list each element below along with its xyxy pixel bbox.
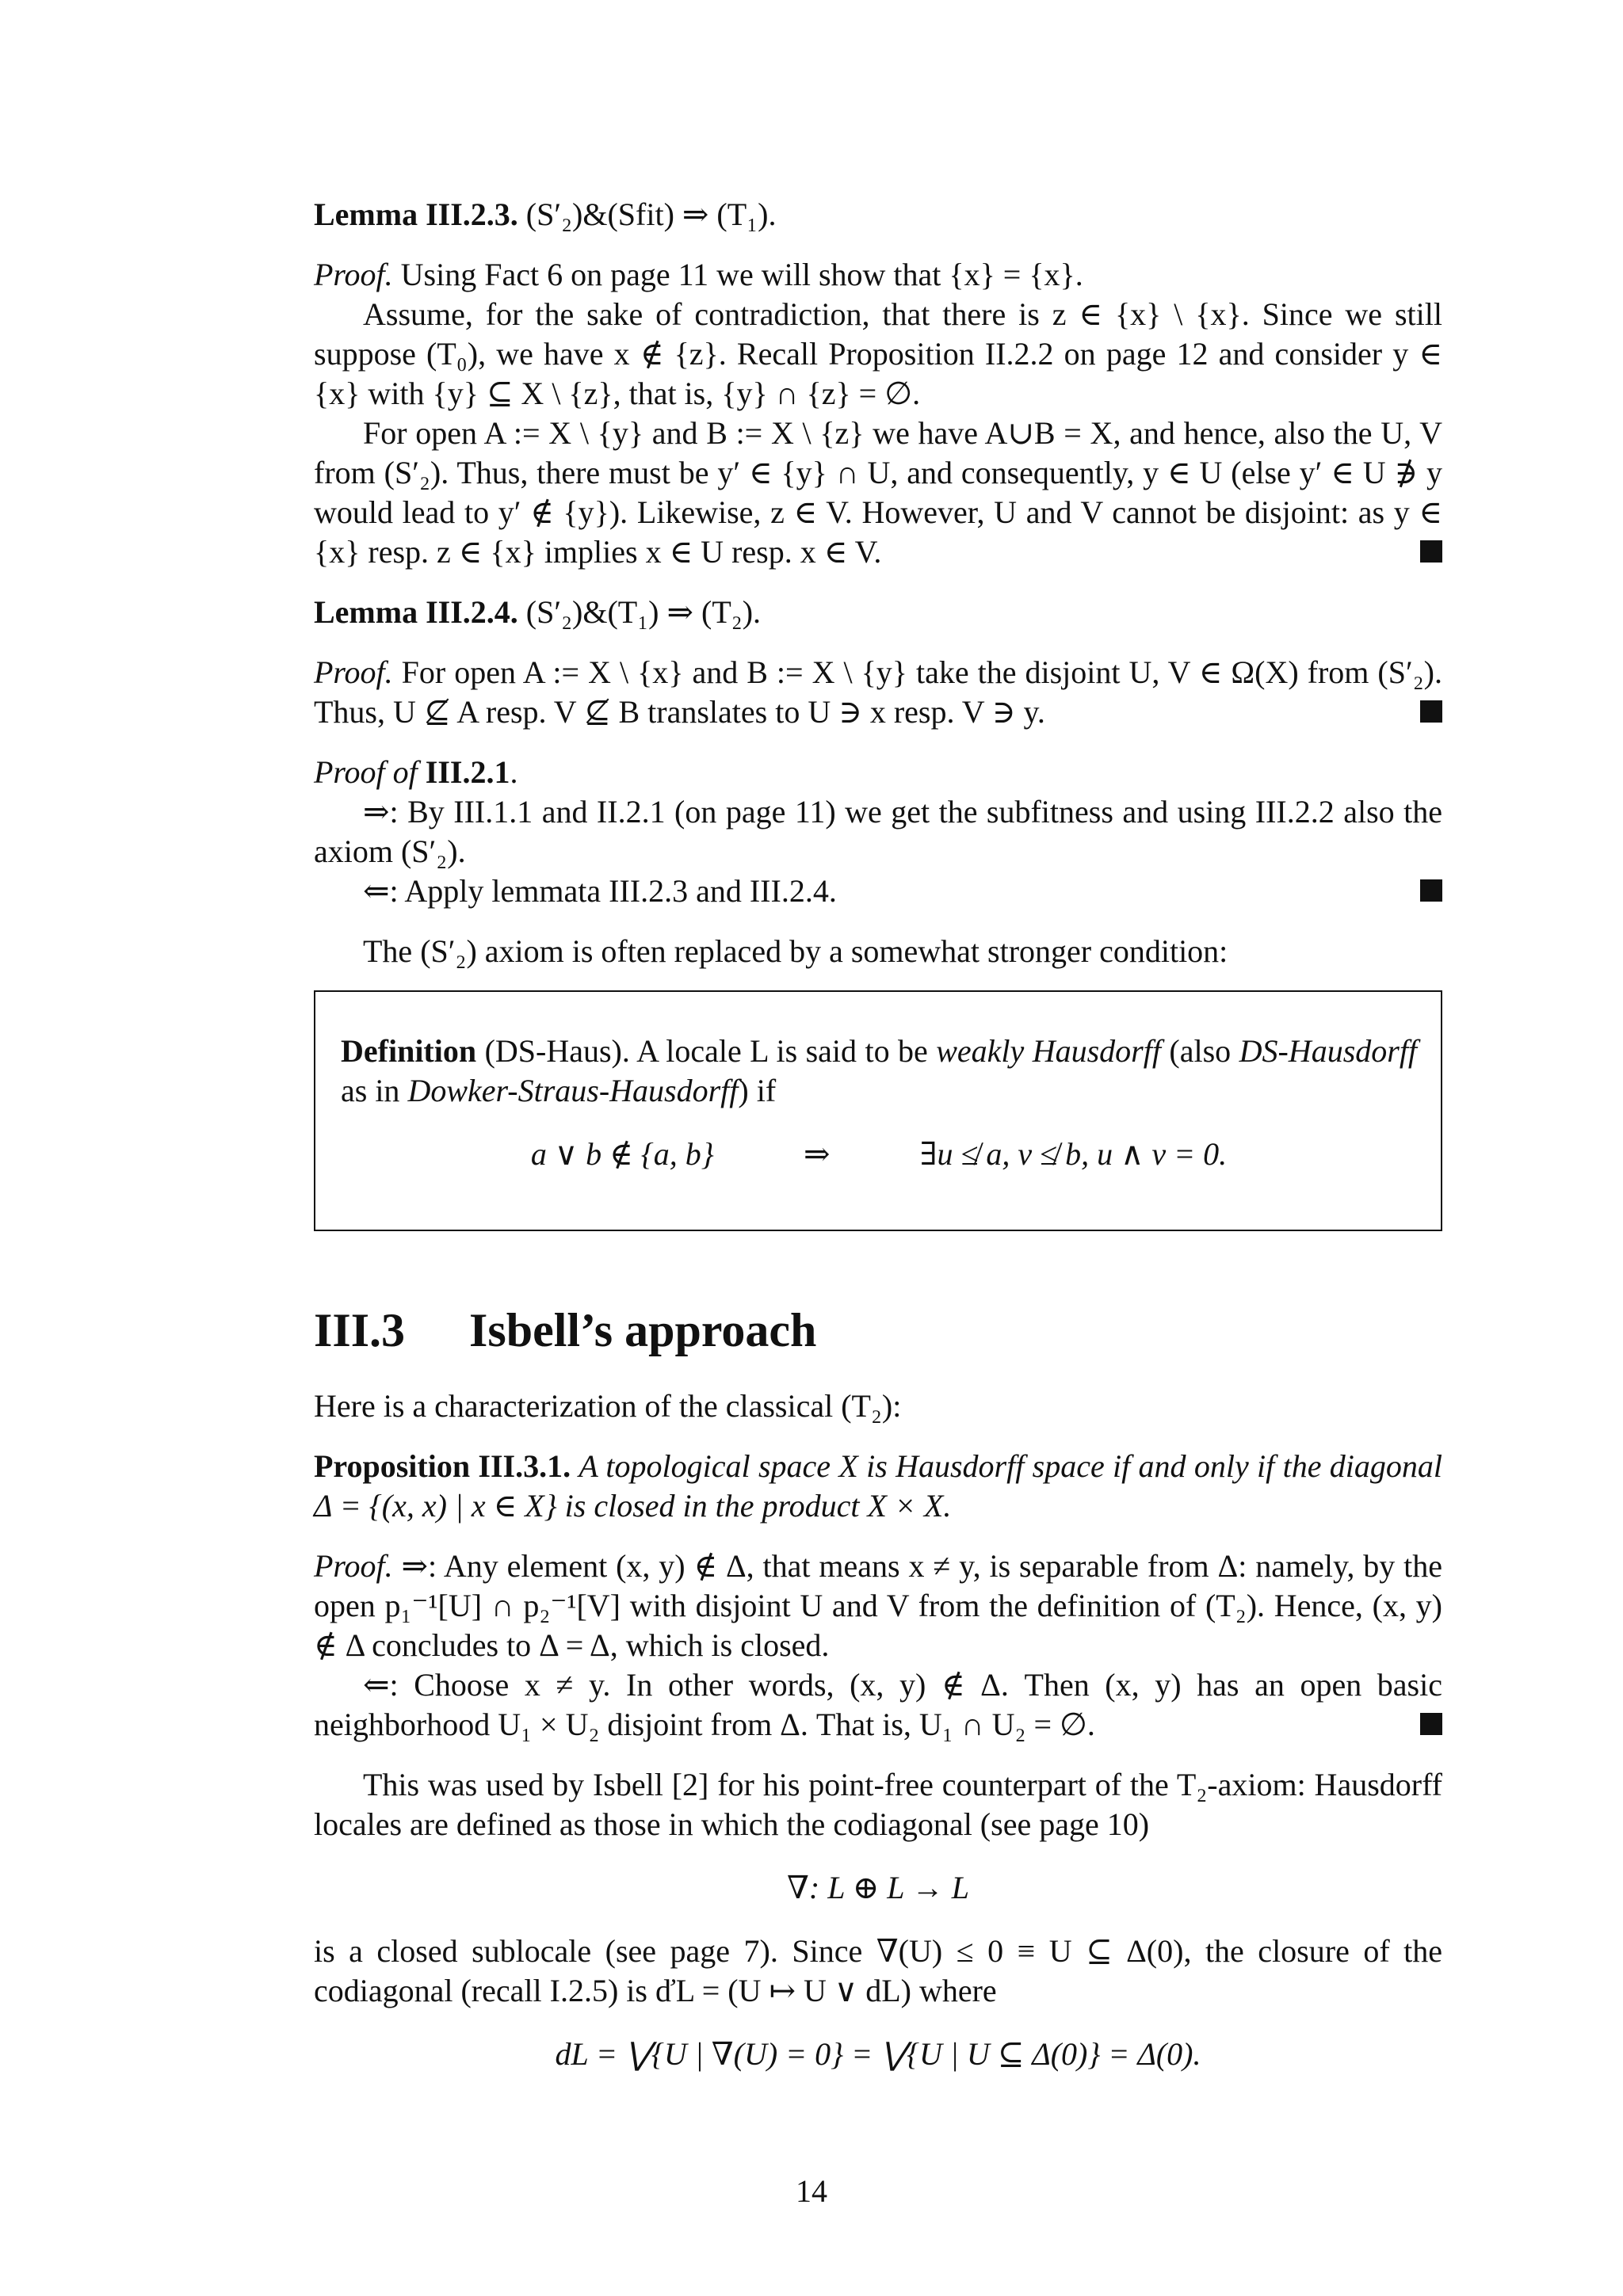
qed-icon — [1420, 879, 1442, 902]
lemma-statement: (S′₂)&(Sfit) ⇒ (T₁). — [525, 196, 777, 232]
section-heading — [314, 1302, 1442, 1358]
proof-III-3-1 — [314, 1547, 1442, 1665]
proof-label: Proof of — [314, 754, 418, 790]
lemma-III-2-3 — [314, 195, 1442, 235]
section-title: Isbell’s approach — [469, 1304, 817, 1356]
definition-label: Definition — [341, 1033, 477, 1069]
proof-backward: ⇐: Apply lemmata III.2.3 and III.2.4. — [314, 871, 1442, 911]
page-content — [314, 195, 1442, 2098]
qed-icon — [1420, 540, 1442, 563]
lemma-III-2-4 — [314, 593, 1442, 632]
qed-icon — [1420, 700, 1442, 723]
proof-forward: ⇒: By III.1.1 and II.2.1 (on page 11) we get the subfitness and using III.2.2 also the axiom (S′₂). — [314, 794, 1442, 869]
proof-III-2-1-heading: Proof of III.2.1. — [314, 754, 518, 790]
dl-formula: dL = ⋁{U | ∇(U) = 0} = ⋁{U | U ⊆ Δ(0)} = Δ(0). — [555, 2036, 1201, 2072]
remark-text: The (S′₂) axiom is often replaced by a somewhat stronger condition: — [363, 933, 1228, 969]
proposition-III-3-1 — [314, 1447, 1442, 1526]
section-intro: Here is a characterization of the classical (T₂): — [314, 1388, 902, 1424]
closed-sublocale-paragraph: is a closed sublocale (see page 7). Since ∇(U) ≤ 0 ≡ U ⊆ Δ(0), the closure of the codiagonal (recall I.2.5) is ďL = (U ↦ U ∨ dL) where — [314, 1933, 1442, 2008]
definition-formula: a ∨ b ∉ {a, b} ⇒ ∃u ≰ a, v ≰ b, u ∧ v = 0. — [530, 1136, 1228, 1172]
proposition-statement: A topological space X is Hausdorff space if and only if the diagonal Δ = {(x, x) | x ∈ X} is closed in the product X × X. — [314, 1448, 1442, 1524]
definition-text: Definition (DS-Haus). A locale L is said to be weakly Hausdorff (also DS-Hausdorff as in Dowker-Straus-Hausdorff) if — [341, 1033, 1418, 1108]
proof-paragraph: For open A := X \ {y} and B := X \ {z} we have A∪B = X, and hence, also the U, V from (S′₂). Thus, there must be y′ ∈ {y} ∩ U, and consequently, y ∈ U (else y′ ∈ U ∌ y would lead to y′ ∉ {y}). Likewise, z ∈ V. However, U and V cannot be disjoint: as y ∈ {x} resp. z ∈ {x} implies x ∈ U resp. x ∈ V. — [314, 415, 1442, 570]
proof-line: Using Fact 6 on page 11 we will show that {x} = {x}. — [400, 257, 1083, 292]
lemma-label: Lemma III.2.3. — [314, 196, 518, 232]
proof-backward: ⇐: Choose x ≠ y. In other words, (x, y) ∉ Δ. Then (x, y) has an open basic neighborhood U₁ × U₂ disjoint from Δ. That is, U₁ ∩ U₂ = ∅. — [314, 1667, 1442, 1742]
proof-paragraph: Assume, for the sake of contradiction, that there is z ∈ {x} \ {x}. Since we still suppose (T₀), we have x ∉ {z}. Recall Proposition II.2.2 on page 12 and consider y ∈ {x} with {y} ⊆ X \ {z}, that is, {y} ∩ {z} = ∅. — [314, 296, 1442, 411]
proposition-label: Proposition III.3.1. — [314, 1448, 571, 1484]
proof-forward: ⇒: Any element (x, y) ∉ Δ, that means x ≠ y, is separable from Δ: namely, by the open p₁⁻¹[U] ∩ p₂⁻¹[V] with disjoint U and V from the definition of (T₂). Hence, (x, y) ∉ Δ concludes to Δ = Δ, which is closed. — [314, 1548, 1443, 1663]
lemma-label: Lemma III.2.4. — [314, 594, 518, 630]
qed-icon — [1420, 1713, 1442, 1735]
proof-label: Proof. — [314, 654, 393, 690]
proof-ref: III.2.1 — [425, 754, 510, 790]
codiagonal-formula: ∇: L ⊕ L → L — [786, 1870, 970, 1905]
isbell-paragraph: This was used by Isbell [2] for his point-free counterpart of the T₂-axiom: Hausdorff locales are defined as those in which the codiagonal (see page 10) — [314, 1767, 1442, 1842]
lemma-statement: (S′₂)&(T₁) ⇒ (T₂). — [525, 594, 762, 630]
proof-III-2-3 — [314, 255, 1442, 295]
proof-text: For open A := X \ {x} and B := X \ {y} take the disjoint U, V ∈ Ω(X) from (S′₂). Thus, U ⊈ A resp. V ⊈ B translates to U ∋ x resp. V ∋ y. — [314, 654, 1442, 730]
proof-label: Proof. — [314, 257, 393, 292]
section-number: III.3 — [314, 1304, 406, 1356]
page-number: 14 — [796, 2173, 827, 2209]
proof-label: Proof. — [314, 1548, 393, 1584]
proof-III-2-4 — [314, 653, 1442, 732]
definition-box — [314, 990, 1442, 1231]
definition-term: weakly Hausdorff — [936, 1033, 1161, 1069]
